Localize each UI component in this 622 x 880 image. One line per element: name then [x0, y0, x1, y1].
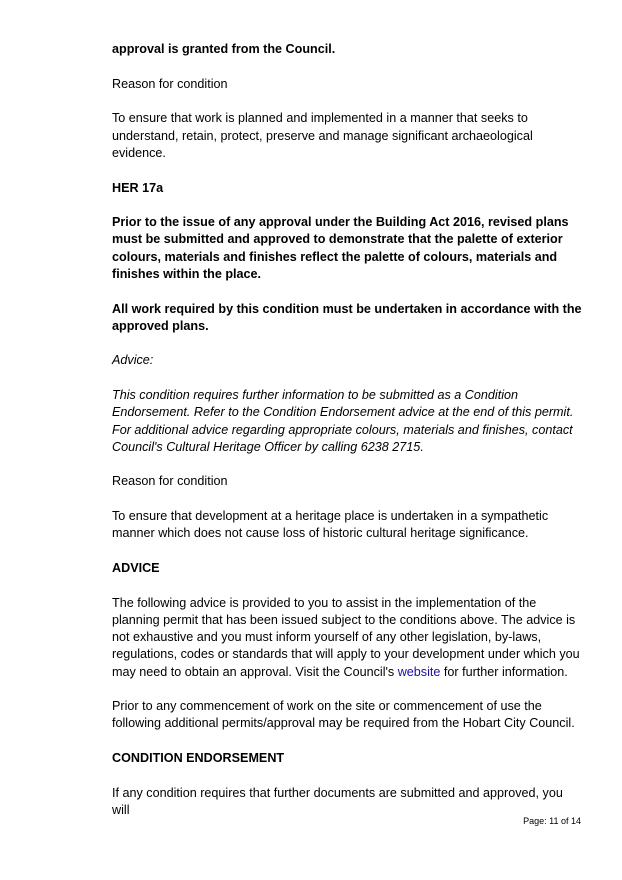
- advice-text: This condition requires further information to be submitted as a Condition Endorsement. Refer to the Condition Endorsement advice at the end of this permit. For additional advice regarding appropriate colours, materials and finishes, contact Council's Cultural Heritage Officer by calling 6238 2715.: [112, 388, 574, 454]
- reason-heading: Reason for condition: [112, 76, 228, 91]
- advice-paragraph-after: for further information.: [440, 664, 568, 679]
- reason-text: To ensure that work is planned and implemented in a manner that seeks to understand, retain, protect, preserve and manage significant archaeological evidence.: [112, 111, 533, 160]
- advice-paragraph-before: The following advice is provided to you to assist in the implementation of the planning permit that has been issued subject to the conditions above. The advice is not exhaustive and you must inform yourself of any other legislation, by-laws, regulations, codes or standards that will apply to your development under which you may need to obtain an approval. Visit the Council's: [112, 595, 580, 679]
- condition-text: Prior to the issue of any approval under the Building Act 2016, revised plans must be submitted and approved to demonstrate that the palette of exterior colours, materials and finishes reflect the palette of colours, materials and finishes within the place.: [112, 215, 569, 281]
- condition-endorsement-text: If any condition requires that further documents are submitted and approved, you will: [112, 785, 563, 818]
- condition-code-heading: HER 17a: [112, 180, 164, 195]
- reason-text: To ensure that development at a heritage place is undertaken in a sympathetic manner which does not cause loss of historic cultural heritage significance.: [112, 509, 549, 541]
- advice-label: Advice:: [112, 353, 154, 368]
- reason-heading: Reason for condition: [112, 474, 228, 489]
- page-number: Page: 11 of 14: [523, 816, 581, 826]
- website-link[interactable]: website: [397, 664, 441, 679]
- advice-section-heading: ADVICE: [112, 561, 160, 576]
- permits-paragraph: Prior to any commencement of work on the site or commencement of use the following additional permits/approval may be required from the Hobart City Council.: [112, 699, 575, 731]
- continued-condition-text: approval is granted from the Council.: [112, 42, 336, 56]
- condition-plans-text: All work required by this condition must be undertaken in accordance with the approved plans.: [112, 301, 582, 333]
- condition-endorsement-heading: CONDITION ENDORSEMENT: [112, 751, 285, 766]
- document-body: [112, 41, 582, 837]
- advice-paragraph: [112, 595, 582, 681]
